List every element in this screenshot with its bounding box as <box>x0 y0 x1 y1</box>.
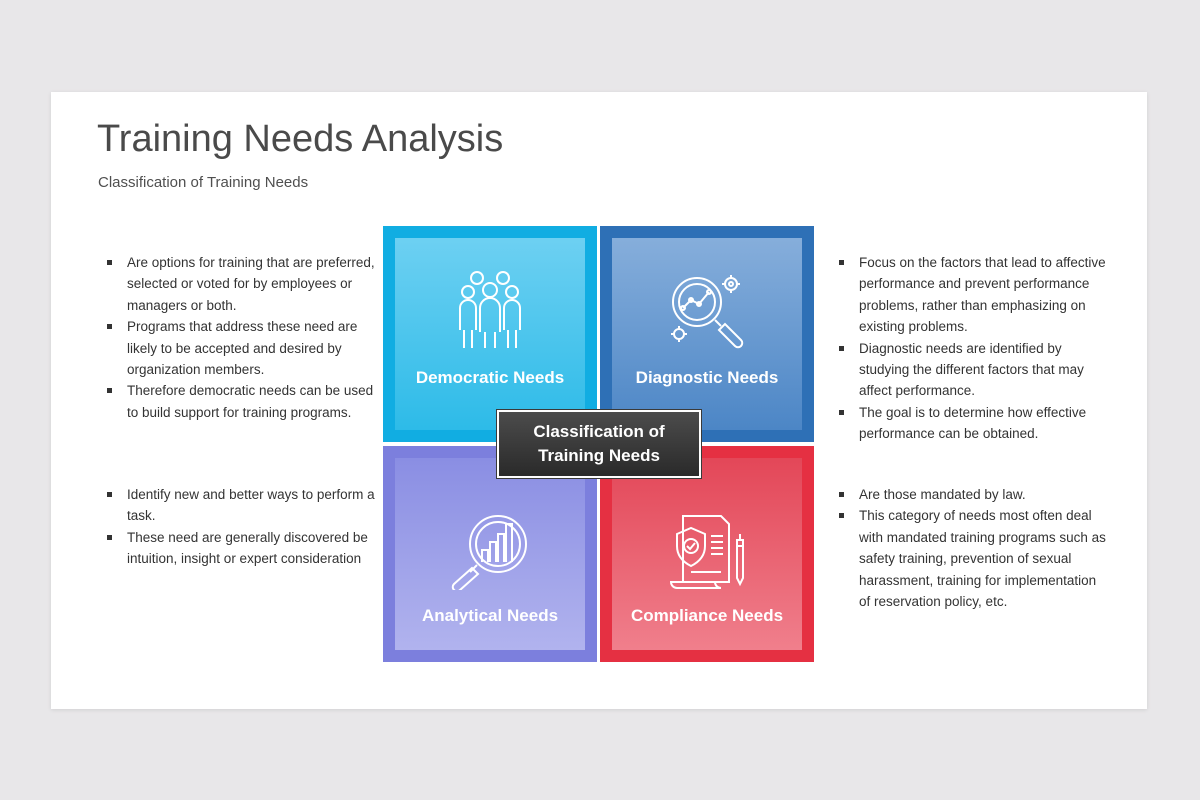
quadrant-label: Compliance Needs <box>630 606 784 625</box>
democratic-needs-list <box>99 252 387 423</box>
list-item: These need are generally discovered be intuition, insight or expert consideration <box>127 527 387 570</box>
list-item: Are options for training that are preferred, selected or voted for by employees or managers or both. <box>127 252 387 316</box>
compliance-needs-list <box>831 484 1109 612</box>
quadrant-analytical <box>383 446 597 662</box>
quadrant-diagnostic-panel <box>612 238 802 430</box>
list-item: Programs that address these need are likely to be accepted and desired by organization members. <box>127 316 387 380</box>
quadrant-compliance-panel <box>612 458 802 650</box>
people-group-icon <box>457 268 523 350</box>
quadrant-democratic-panel <box>395 238 585 430</box>
list-item: The goal is to determine how effective performance can be obtained. <box>859 402 1109 445</box>
magnifier-gears-icon <box>667 272 747 352</box>
analytical-needs-list <box>99 484 387 570</box>
diagnostic-needs-list <box>831 252 1109 445</box>
slide-subtitle: Classification of Training Needs <box>98 174 309 191</box>
center-label: Classification of Training Needs <box>533 422 665 465</box>
shield-document-icon <box>667 510 747 590</box>
quadrant-label: Democratic Needs <box>415 368 565 387</box>
list-item: Focus on the factors that lead to affective performance and prevent performance problems, rather than emphasizing on existing problems. <box>859 252 1109 338</box>
list-item: Diagnostic needs are identified by studying the different factors that may affect performance. <box>859 338 1109 402</box>
list-item: Therefore democratic needs can be used to build support for training programs. <box>127 380 387 423</box>
list-item: This category of needs most often deal with mandated training programs such as safety training, prevention of sexual harassment, training for implementation of reservation policy, etc. <box>859 505 1109 612</box>
slide <box>51 92 1147 709</box>
quadrant-label: Diagnostic Needs <box>635 368 779 387</box>
magnifier-chart-icon <box>448 510 532 590</box>
quadrant-compliance <box>600 446 814 662</box>
slide-title: Training Needs Analysis <box>97 118 504 160</box>
quadrant-label: Analytical Needs <box>421 606 559 625</box>
list-item: Identify new and better ways to perform a task. <box>127 484 387 527</box>
center-classification-box <box>497 410 701 478</box>
quadrant-analytical-panel <box>395 458 585 650</box>
list-item: Are those mandated by law. <box>859 484 1109 505</box>
